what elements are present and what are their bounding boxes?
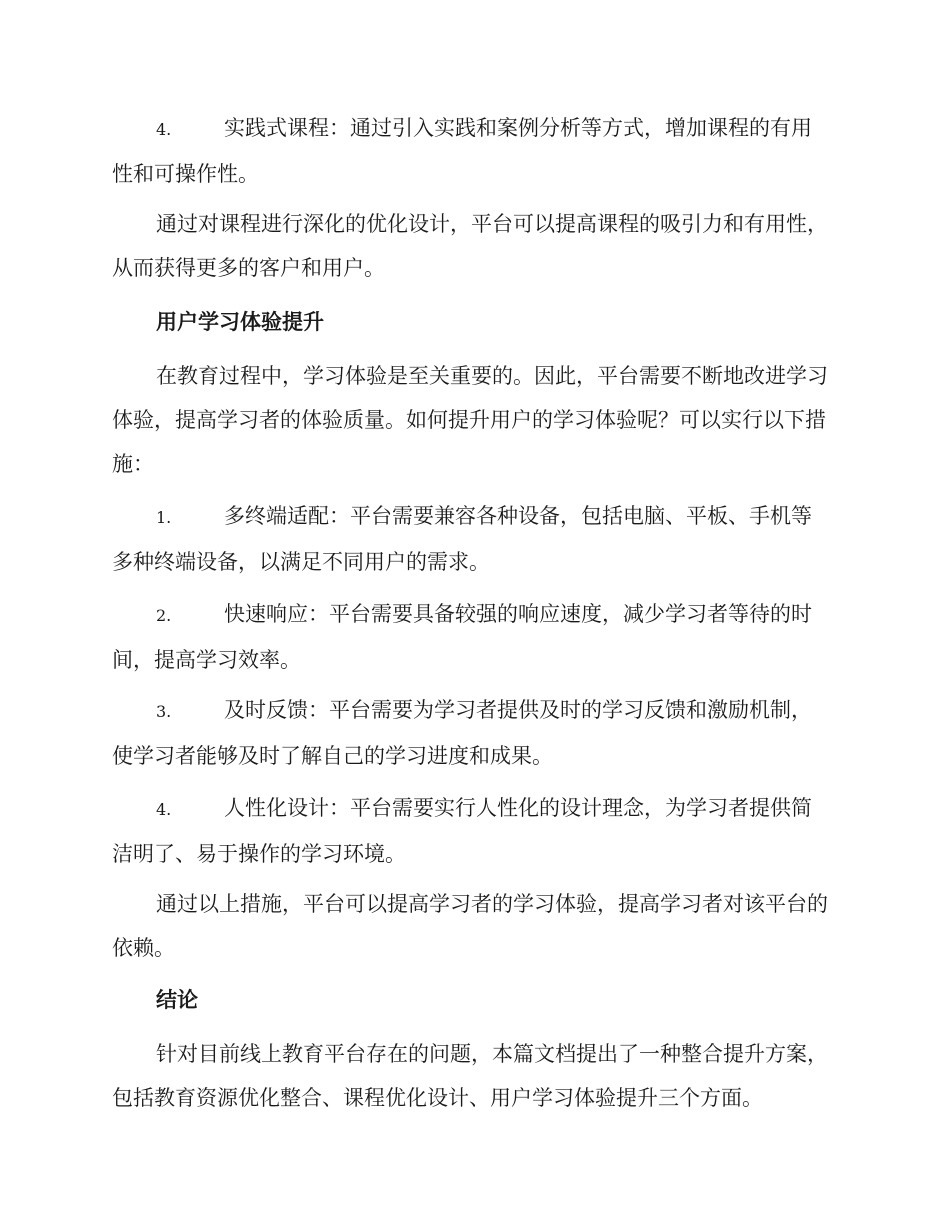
paragraph-conclusion: 针对目前线上教育平台存在的问题，本篇文档提出了一种整合提升方案，包括教育资源优化整合、课程优化设计、用户学习体验提升三个方面。	[112, 1042, 828, 1110]
list-item-text: 及时反馈：平台需要为学习者提供及时的学习反馈和激励机制，使学习者能够及时了解自己的学习进度和成果。	[112, 698, 812, 768]
list-item	[112, 688, 832, 778]
list-item-text: 实践式课程：通过引入实践和案例分析等方式，增加课程的有用性和可操作性。	[112, 116, 812, 186]
list-item-text: 快速响应：平台需要具备较强的响应速度，减少学习者等待的时间，提高学习效率。	[112, 602, 812, 672]
list-number: 2.	[156, 606, 172, 625]
list-item-text: 多终端适配：平台需要兼容各种设备，包括电脑、平板、手机等多种终端设备，以满足不同用户的需求。	[112, 504, 812, 574]
list-number: 4.	[156, 120, 172, 139]
list-number: 4.	[156, 800, 172, 819]
list-item	[112, 494, 832, 584]
section-heading-experience: 用户学习体验提升	[156, 309, 324, 334]
list-item	[112, 592, 832, 682]
section-heading-conclusion: 结论	[156, 987, 198, 1012]
list-number: 1.	[156, 508, 172, 527]
list-item	[112, 106, 832, 196]
list-number: 3.	[156, 702, 172, 721]
paragraph-course-summary: 通过对课程进行深化的优化设计，平台可以提高课程的吸引力和有用性，从而获得更多的客户和用户。	[112, 212, 828, 280]
paragraph-experience-summary: 通过以上措施，平台可以提高学习者的学习体验，提高学习者对该平台的依赖。	[112, 892, 828, 960]
list-item-text: 人性化设计：平台需要实行人性化的设计理念，为学习者提供简洁明了、易于操作的学习环境。	[112, 796, 812, 866]
paragraph-experience-intro: 在教育过程中，学习体验是至关重要的。因此，平台需要不断地改进学习体验，提高学习者的体验质量。如何提升用户的学习体验呢？可以实行以下措施：	[112, 364, 828, 476]
list-item	[112, 786, 832, 876]
